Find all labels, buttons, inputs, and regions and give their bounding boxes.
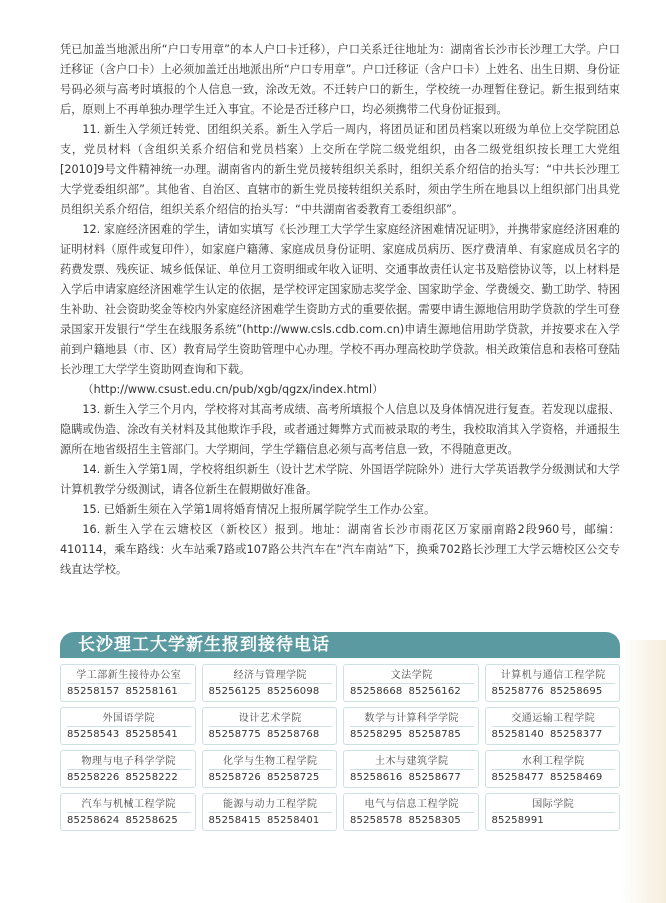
- phone-number: 85258157: [67, 686, 120, 697]
- phone-number: 85258305: [408, 815, 461, 826]
- contact-unit-name: 国际学院: [492, 797, 616, 813]
- contact-phones: [67, 727, 191, 743]
- contact-unit-name: 外国语学院: [67, 711, 191, 727]
- decorative-side-stripe: [620, 640, 666, 903]
- phone-number: 85258991: [491, 815, 544, 826]
- contact-cell: [343, 707, 479, 745]
- contact-unit-name: 计算机与通信工程学院: [492, 668, 616, 684]
- contact-phones: [492, 770, 616, 786]
- phone-number: 85256162: [408, 686, 461, 697]
- phone-number: 85258295: [350, 729, 403, 740]
- phone-number: 85258401: [267, 815, 320, 826]
- contact-phones: [350, 813, 474, 829]
- paragraph-url: （http://www.csust.edu.cn/pub/xgb/qgzx/index.html）: [82, 383, 384, 396]
- contact-unit-name: 汽车与机械工程学院: [67, 797, 191, 813]
- contact-phones: [492, 813, 616, 829]
- contact-cell: [202, 750, 338, 788]
- phone-number: 85258543: [67, 729, 120, 740]
- contact-cell: [485, 664, 621, 702]
- phone-number: 85258695: [550, 686, 603, 697]
- notice-text: [60, 40, 620, 580]
- phone-number: 85258625: [125, 815, 178, 826]
- phone-number: 85258677: [408, 772, 461, 783]
- contact-unit-name: 能源与动力工程学院: [209, 797, 333, 813]
- phone-number: 85258477: [491, 772, 544, 783]
- phone-number: 85258469: [550, 772, 603, 783]
- paragraph-11: 11. 新生入学须迁转党、团组织关系。新生入学后一周内，将团员证和团员档案以班级为单位上交学院团总支，党员材料（含组织关系介绍信和党员档案）上交所在学院二级党组织，由各二级党组织按长理工大党组[2010]9号文件精神统一办理。湖南省内的新生党员接转组织关系时，组织关系介绍信的抬头写：“中共长沙理工大学党委组织部”。其他省、自治区、直辖市的新生党员接转组织关系时，须由学生所在地县以上组织部门出具党员组织关系介绍信，组织关系介绍信的抬头写：“中共湖南省委教育工委组织部”。: [60, 123, 620, 216]
- paragraph-12: 12. 家庭经济困难的学生，请如实填写《长沙理工大学学生家庭经济困难情况证明》，并携带家庭经济困难的证明材料（原件或复印件），如家庭户籍薄、家庭成员身份证明、家庭成员病历、医疗费清单、有家庭成员名字的药费发票、残疾证、城乡低保证、单位月工资明细或年收入证明、交通事故责任认定书及赔偿协议等，以上材料是入学后申请家庭经济困难学生认定的依据，是学校评定国家励志奖学金、国家助学金、学费缓交、勤工助学、特困生补助、社会资助奖金等校内外家庭经济困难学生资助方式的重要依据。需要申请生源地信用助学贷款的学生可登录国家开发银行“学生在线服务系统”(http://www.csls.cdb.com.cn)申请生源地信用助学贷款，并按要求在入学前到户籍地县（市、区）教育局学生资助管理中心办理。学校不再办理高校助学贷款。相关政策信息和表格可登陆长沙理工大学学生资助网查询和下载。: [60, 223, 620, 376]
- contact-cell: [202, 664, 338, 702]
- phone-number: 85258776: [491, 686, 544, 697]
- phone-number: 85258775: [208, 729, 261, 740]
- contact-cell: [485, 707, 621, 745]
- phone-number: 85258624: [67, 815, 120, 826]
- phone-number: 85258541: [125, 729, 178, 740]
- contact-phones: [350, 727, 474, 743]
- paragraph-hukou: 凭已加盖当地派出所“户口专用章”的本人户口卡迁移），户口关系迁往地址为：湖南省长沙市长沙理工大学。户口迁移证（含户口卡）上必须加盖迁出地派出所“户口专用章”。户口迁移证（含户口卡）上姓名、出生日期、身份证号码必须与高考时填报的个人信息一致，涂改无效。不迁转户口的新生，学校统一办理暂住登记。新生报到结束后，原则上不再单独办理学生迁入事宜。不论是否迁移户口，均必须携带二代身份证报到。: [60, 43, 620, 116]
- phone-number: 85258377: [550, 729, 603, 740]
- contact-unit-name: 电气与信息工程学院: [350, 797, 474, 813]
- phone-number: 85256098: [267, 686, 320, 697]
- contact-phones: [67, 684, 191, 700]
- phone-number: 85258226: [67, 772, 120, 783]
- phone-number: 85258616: [350, 772, 403, 783]
- contact-section-title: 长沙理工大学新生报到接待电话: [60, 632, 620, 658]
- contact-cell: [343, 793, 479, 831]
- contact-phones: [67, 813, 191, 829]
- contact-unit-name: 数学与计算科学学院: [350, 711, 474, 727]
- contact-phones: [350, 770, 474, 786]
- contact-phones: [492, 727, 616, 743]
- contact-cell: [202, 793, 338, 831]
- phone-number: 85258725: [267, 772, 320, 783]
- contact-cell: [485, 793, 621, 831]
- phone-number: 85258768: [267, 729, 320, 740]
- paragraph-13: 13. 新生入学三个月内，学校将对其高考成绩、高考所填报个人信息以及身体情况进行复查。若发现以虚报、隐瞒或伪造、涂改有关材料及其他欺诈手段，或者通过舞弊方式而被录取的考生，我校取消其入学资格，并通报生源所在地省级招生主管部门。大学期间，学生学籍信息必须与高考信息一致，不得随意更改。: [60, 403, 620, 456]
- phone-number: 85258161: [125, 686, 178, 697]
- contact-phones: [67, 770, 191, 786]
- paragraph-16: 16. 新生入学在云塘校区（新校区）报到。地址：湖南省长沙市雨花区万家丽南路2段960号，邮编：410114，乘车路线：火车站乘7路或107路公共汽车在“汽车南站”下，换乘702路长沙理工大学云塘校区公交专线直达学校。: [60, 523, 620, 576]
- phone-number: 85258578: [350, 815, 403, 826]
- contact-cell: [343, 664, 479, 702]
- contact-cell: [60, 664, 196, 702]
- contact-unit-name: 文法学院: [350, 668, 474, 684]
- phone-number: 85258415: [208, 815, 261, 826]
- contact-unit-name: 学工部新生接待办公室: [67, 668, 191, 684]
- contact-phones: [492, 684, 616, 700]
- phone-number: 85256125: [208, 686, 261, 697]
- phone-number: 85258785: [408, 729, 461, 740]
- contact-unit-name: 设计艺术学院: [209, 711, 333, 727]
- contact-cell: [485, 750, 621, 788]
- contact-unit-name: 交通运输工程学院: [492, 711, 616, 727]
- phone-number: 85258726: [208, 772, 261, 783]
- paragraph-14: 14. 新生入学第1周，学校将组织新生（设计艺术学院、外国语学院除外）进行大学英语教学分级测试和大学计算机教学分级测试，请各位新生在假期做好准备。: [60, 463, 620, 496]
- contact-cell: [60, 793, 196, 831]
- contact-cell: [343, 750, 479, 788]
- contact-phones: [209, 813, 333, 829]
- contact-unit-name: 物理与电子科学学院: [67, 754, 191, 770]
- contact-unit-name: 土木与建筑学院: [350, 754, 474, 770]
- phone-number: 85258668: [350, 686, 403, 697]
- phone-number: 85258222: [125, 772, 178, 783]
- contact-grid: [60, 664, 620, 831]
- contact-cell: [60, 707, 196, 745]
- contact-phones: [209, 684, 333, 700]
- contact-cell: [60, 750, 196, 788]
- paragraph-15: 15. 已婚新生须在入学第1周将婚育情况上报所属学院学生工作办公室。: [82, 503, 436, 516]
- contact-unit-name: 水利工程学院: [492, 754, 616, 770]
- contact-phones: [209, 727, 333, 743]
- contact-phones: [350, 684, 474, 700]
- contact-phones: [209, 770, 333, 786]
- contact-unit-name: 化学与生物工程学院: [209, 754, 333, 770]
- contact-cell: [202, 707, 338, 745]
- phone-number: 85258140: [491, 729, 544, 740]
- contact-unit-name: 经济与管理学院: [209, 668, 333, 684]
